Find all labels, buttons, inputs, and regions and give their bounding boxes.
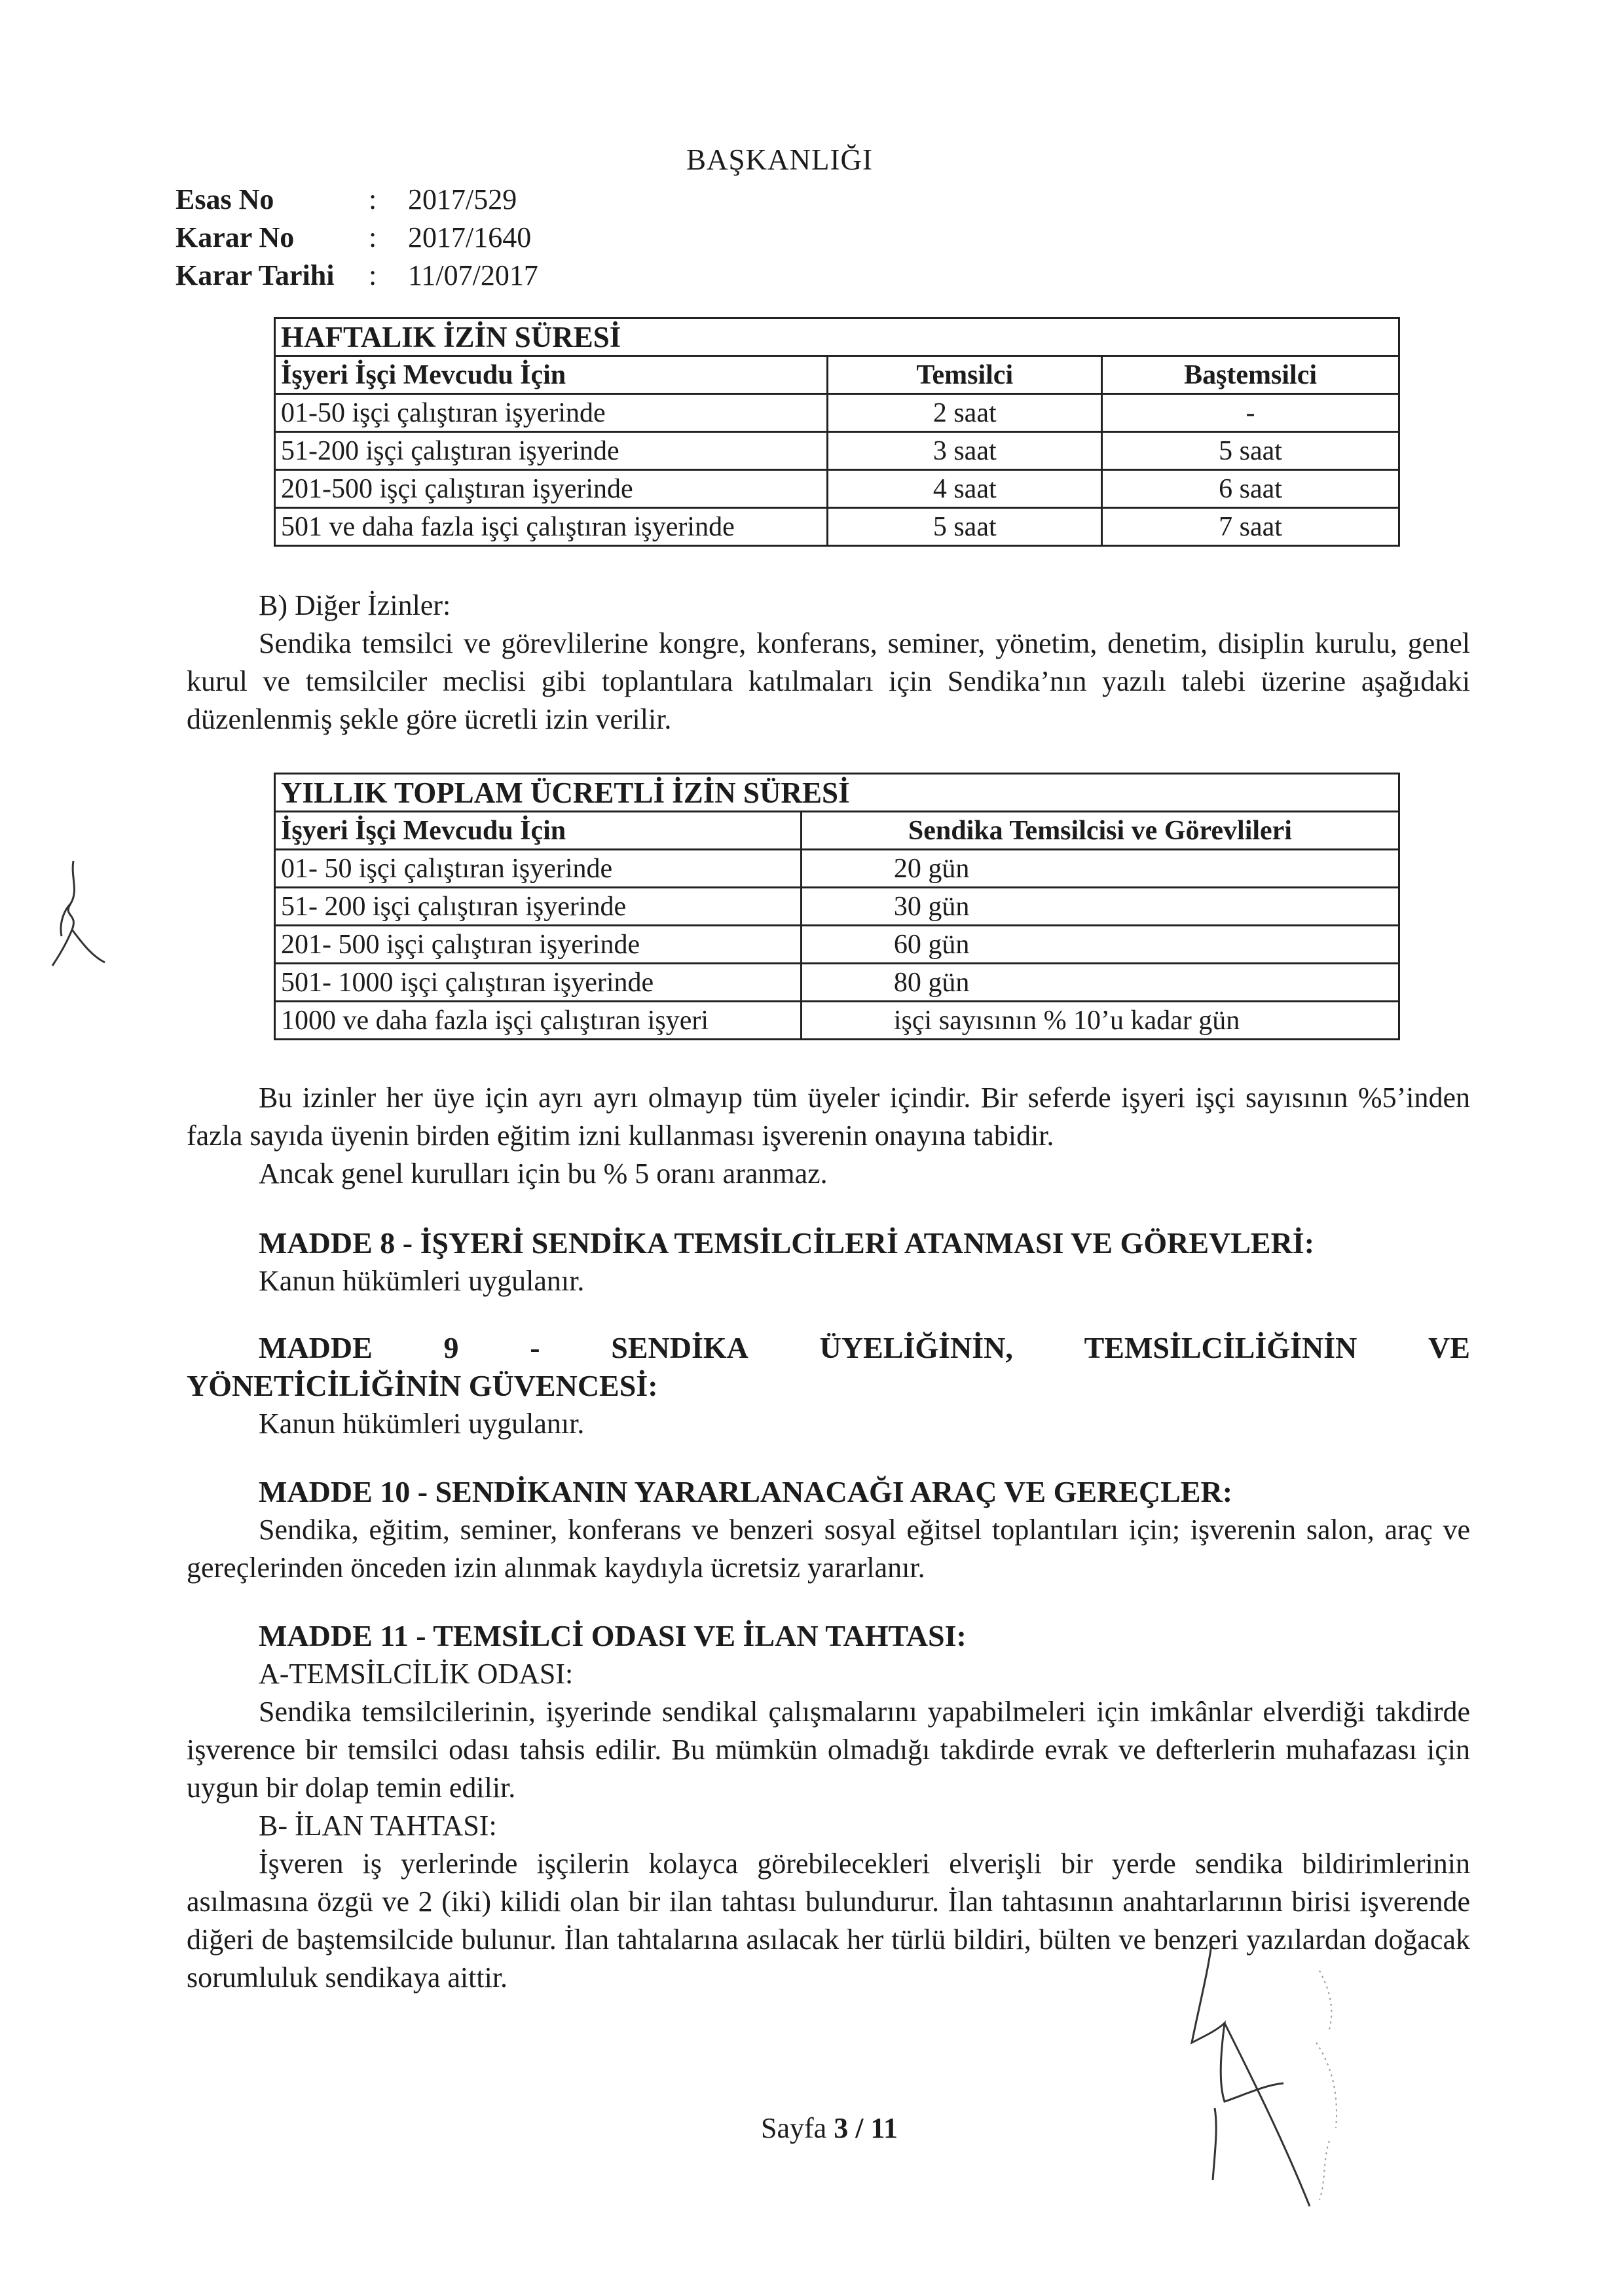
- table-caption-row: [275, 318, 1399, 356]
- table-cell: 20 gün: [801, 850, 1399, 888]
- table-cell: işçi sayısının % 10’u kadar gün: [801, 1002, 1399, 1040]
- decision-number-value: 2017/1640: [408, 221, 532, 253]
- article-11-text-a: Sendika temsilcilerinin, işyerinde sendikal çalışmalarını yapabilmeleri için imkânlar elverdiği takdirde işverence bir temsilci odası tahsis edilir. Bu mümkün olmadığı takdirde evrak ve defterlerin muhafazası için uygun bir dolap temin edilir.: [187, 1696, 1470, 1804]
- colon: :: [369, 183, 377, 215]
- decision-date-label: Karar Tarihi: [175, 259, 335, 291]
- table-cell: 5 saat: [828, 508, 1102, 546]
- table-cell: 5 saat: [1102, 432, 1399, 470]
- table-row: [275, 1002, 1399, 1040]
- handwritten-initial-left: [33, 851, 111, 982]
- section-b: [187, 587, 1470, 738]
- title-word: MADDE: [259, 1331, 373, 1364]
- table-row: [275, 964, 1399, 1002]
- column-header: İşyeri İşçi Mevcudu İçin: [275, 812, 802, 850]
- table-row: [275, 850, 1399, 888]
- table-cell: 501- 1000 işçi çalıştıran işyerinde: [275, 964, 802, 1002]
- table-cell: 501 ve daha fazla işçi çalıştıran işyerinde: [275, 508, 828, 546]
- page-footer: [761, 2111, 898, 2145]
- table-row: [275, 926, 1399, 964]
- title-word: SENDİKA: [611, 1331, 748, 1364]
- table-row: [275, 470, 1399, 508]
- table-cell: 201-500 işçi çalıştıran işyerinde: [275, 470, 828, 508]
- table-cell: 201- 500 işçi çalıştıran işyerinde: [275, 926, 802, 964]
- annual-paid-leave-table: [274, 773, 1400, 1040]
- table-cell: 60 gün: [801, 926, 1399, 964]
- table-row: [275, 508, 1399, 546]
- signature: [1153, 1931, 1362, 2232]
- article-11-subtitle-b: B- İLAN TAHTASI:: [259, 1810, 497, 1842]
- page-header-title: BAŞKANLIĞI: [686, 143, 873, 176]
- table-cell: 6 saat: [1102, 470, 1399, 508]
- table-cell: 7 saat: [1102, 508, 1399, 546]
- article-8: [187, 1224, 1470, 1300]
- article-9-title-line-2: YÖNETİCİLİĞİNİN GÜVENCESİ:: [187, 1369, 658, 1402]
- article-11-subtitle-a: A-TEMSİLCİLİK ODASI:: [259, 1658, 574, 1690]
- title-word: -: [530, 1331, 540, 1364]
- table-header-row: [275, 356, 1399, 394]
- title-word: 9: [443, 1331, 459, 1364]
- table-cell: 51-200 işçi çalıştıran işyerinde: [275, 432, 828, 470]
- case-number-label: Esas No: [175, 183, 274, 215]
- table-caption-row: [275, 774, 1399, 812]
- title-word: TEMSİLCİLİĞİNİN: [1084, 1331, 1357, 1364]
- leave-notes: [187, 1079, 1470, 1193]
- table-row: [275, 888, 1399, 926]
- table-cell: -: [1102, 394, 1399, 432]
- table-header-row: [275, 812, 1399, 850]
- article-10-text: Sendika, eğitim, seminer, konferans ve benzeri sosyal eğitsel toplantıları için; işverenin salon, araç ve gereçlerinden önceden izin alınmak kaydıyla ücretsiz yararlanır.: [187, 1514, 1470, 1584]
- table-cell: 3 saat: [828, 432, 1102, 470]
- case-number-value: 2017/529: [408, 183, 517, 215]
- leave-note-paragraph: Bu izinler her üye için ayrı ayrı olmayıp tüm üyeler içindir. Bir seferde işyeri işçi sayısının %5’inden fazla sayıda üyenin birden eğitim izni kullanması işverenin onayına tabidir.: [187, 1082, 1470, 1152]
- page-footer-prefix: Sayfa: [761, 2112, 834, 2144]
- table-caption: YILLIK TOPLAM ÜCRETLİ İZİN SÜRESİ: [275, 774, 1399, 812]
- article-8-text: Kanun hükümleri uygulanır.: [259, 1265, 585, 1297]
- table-cell: 2 saat: [828, 394, 1102, 432]
- article-10-title: MADDE 10 - SENDİKANIN YARARLANACAĞI ARAÇ VE GEREÇLER:: [259, 1475, 1233, 1508]
- title-word: ÜYELİĞİNİN,: [819, 1331, 1013, 1364]
- decision-date-row: [175, 257, 538, 295]
- colon: :: [369, 259, 377, 291]
- column-header: Baştemsilci: [1102, 356, 1399, 394]
- article-9: [187, 1329, 1470, 1443]
- table-cell: 01- 50 işçi çalıştıran işyerinde: [275, 850, 802, 888]
- table-cell: 80 gün: [801, 964, 1399, 1002]
- column-header: Sendika Temsilcisi ve Görevlileri: [801, 812, 1399, 850]
- article-8-title: MADDE 8 - İŞYERİ SENDİKA TEMSİLCİLERİ ATANMASI VE GÖREVLERİ:: [259, 1226, 1315, 1260]
- colon: :: [369, 221, 377, 253]
- case-info: [175, 181, 538, 295]
- column-header: Temsilci: [828, 356, 1102, 394]
- article-10: [187, 1473, 1470, 1587]
- leave-note-paragraph: Ancak genel kurulları için bu % 5 oranı aranmaz.: [259, 1157, 828, 1190]
- case-number-row: [175, 181, 538, 219]
- column-header: İşyeri İşçi Mevcudu İçin: [275, 356, 828, 394]
- decision-date-value: 11/07/2017: [408, 259, 538, 291]
- article-9-text: Kanun hükümleri uygulanır.: [259, 1408, 585, 1440]
- article-11-text-b: İşveren iş yerlerinde işçilerin kolayca görebilecekleri elverişli bir yerde sendika bildirimlerinin asılmasına özgü ve 2 (iki) kilidi olan bir ilan tahtası bulundurur. İlan tahtasının anahtarlarının birisi işverende diğeri de baştemsilcide bulunur. İlan tahtalarına asılacak her türlü bildiri, bülten ve benzeri yazılardan doğacak sorumluluk sendikaya aittir.: [187, 1848, 1470, 1994]
- article-9-title-line-1: [187, 1329, 1470, 1367]
- page-number: 3 / 11: [834, 2112, 898, 2144]
- table-row: [275, 432, 1399, 470]
- decision-number-row: [175, 219, 538, 257]
- table-cell: 51- 200 işçi çalıştıran işyerinde: [275, 888, 802, 926]
- table-cell: 01-50 işçi çalıştıran işyerinde: [275, 394, 828, 432]
- decision-number-label: Karar No: [175, 221, 295, 253]
- table-cell: 4 saat: [828, 470, 1102, 508]
- article-11-title: MADDE 11 - TEMSİLCİ ODASI VE İLAN TAHTASI:: [259, 1619, 967, 1652]
- weekly-leave-table: [274, 317, 1400, 547]
- section-b-text: Sendika temsilci ve görevlilerine kongre, konferans, seminer, yönetim, denetim, disiplin kurulu, genel kurul ve temsilciler meclisi gibi toplantılara katılmaları için Sendika’nın yazılı talebi üzerine aşağıdaki düzenlenmiş şekle göre ücretli izin verilir.: [187, 627, 1470, 735]
- table-cell: 30 gün: [801, 888, 1399, 926]
- title-word: VE: [1428, 1331, 1470, 1364]
- table-cell: 1000 ve daha fazla işçi çalıştıran işyeri: [275, 1002, 802, 1040]
- table-caption: HAFTALIK İZİN SÜRESİ: [275, 318, 1399, 356]
- section-b-title: B) Diğer İzinler:: [259, 589, 451, 621]
- table-row: [275, 394, 1399, 432]
